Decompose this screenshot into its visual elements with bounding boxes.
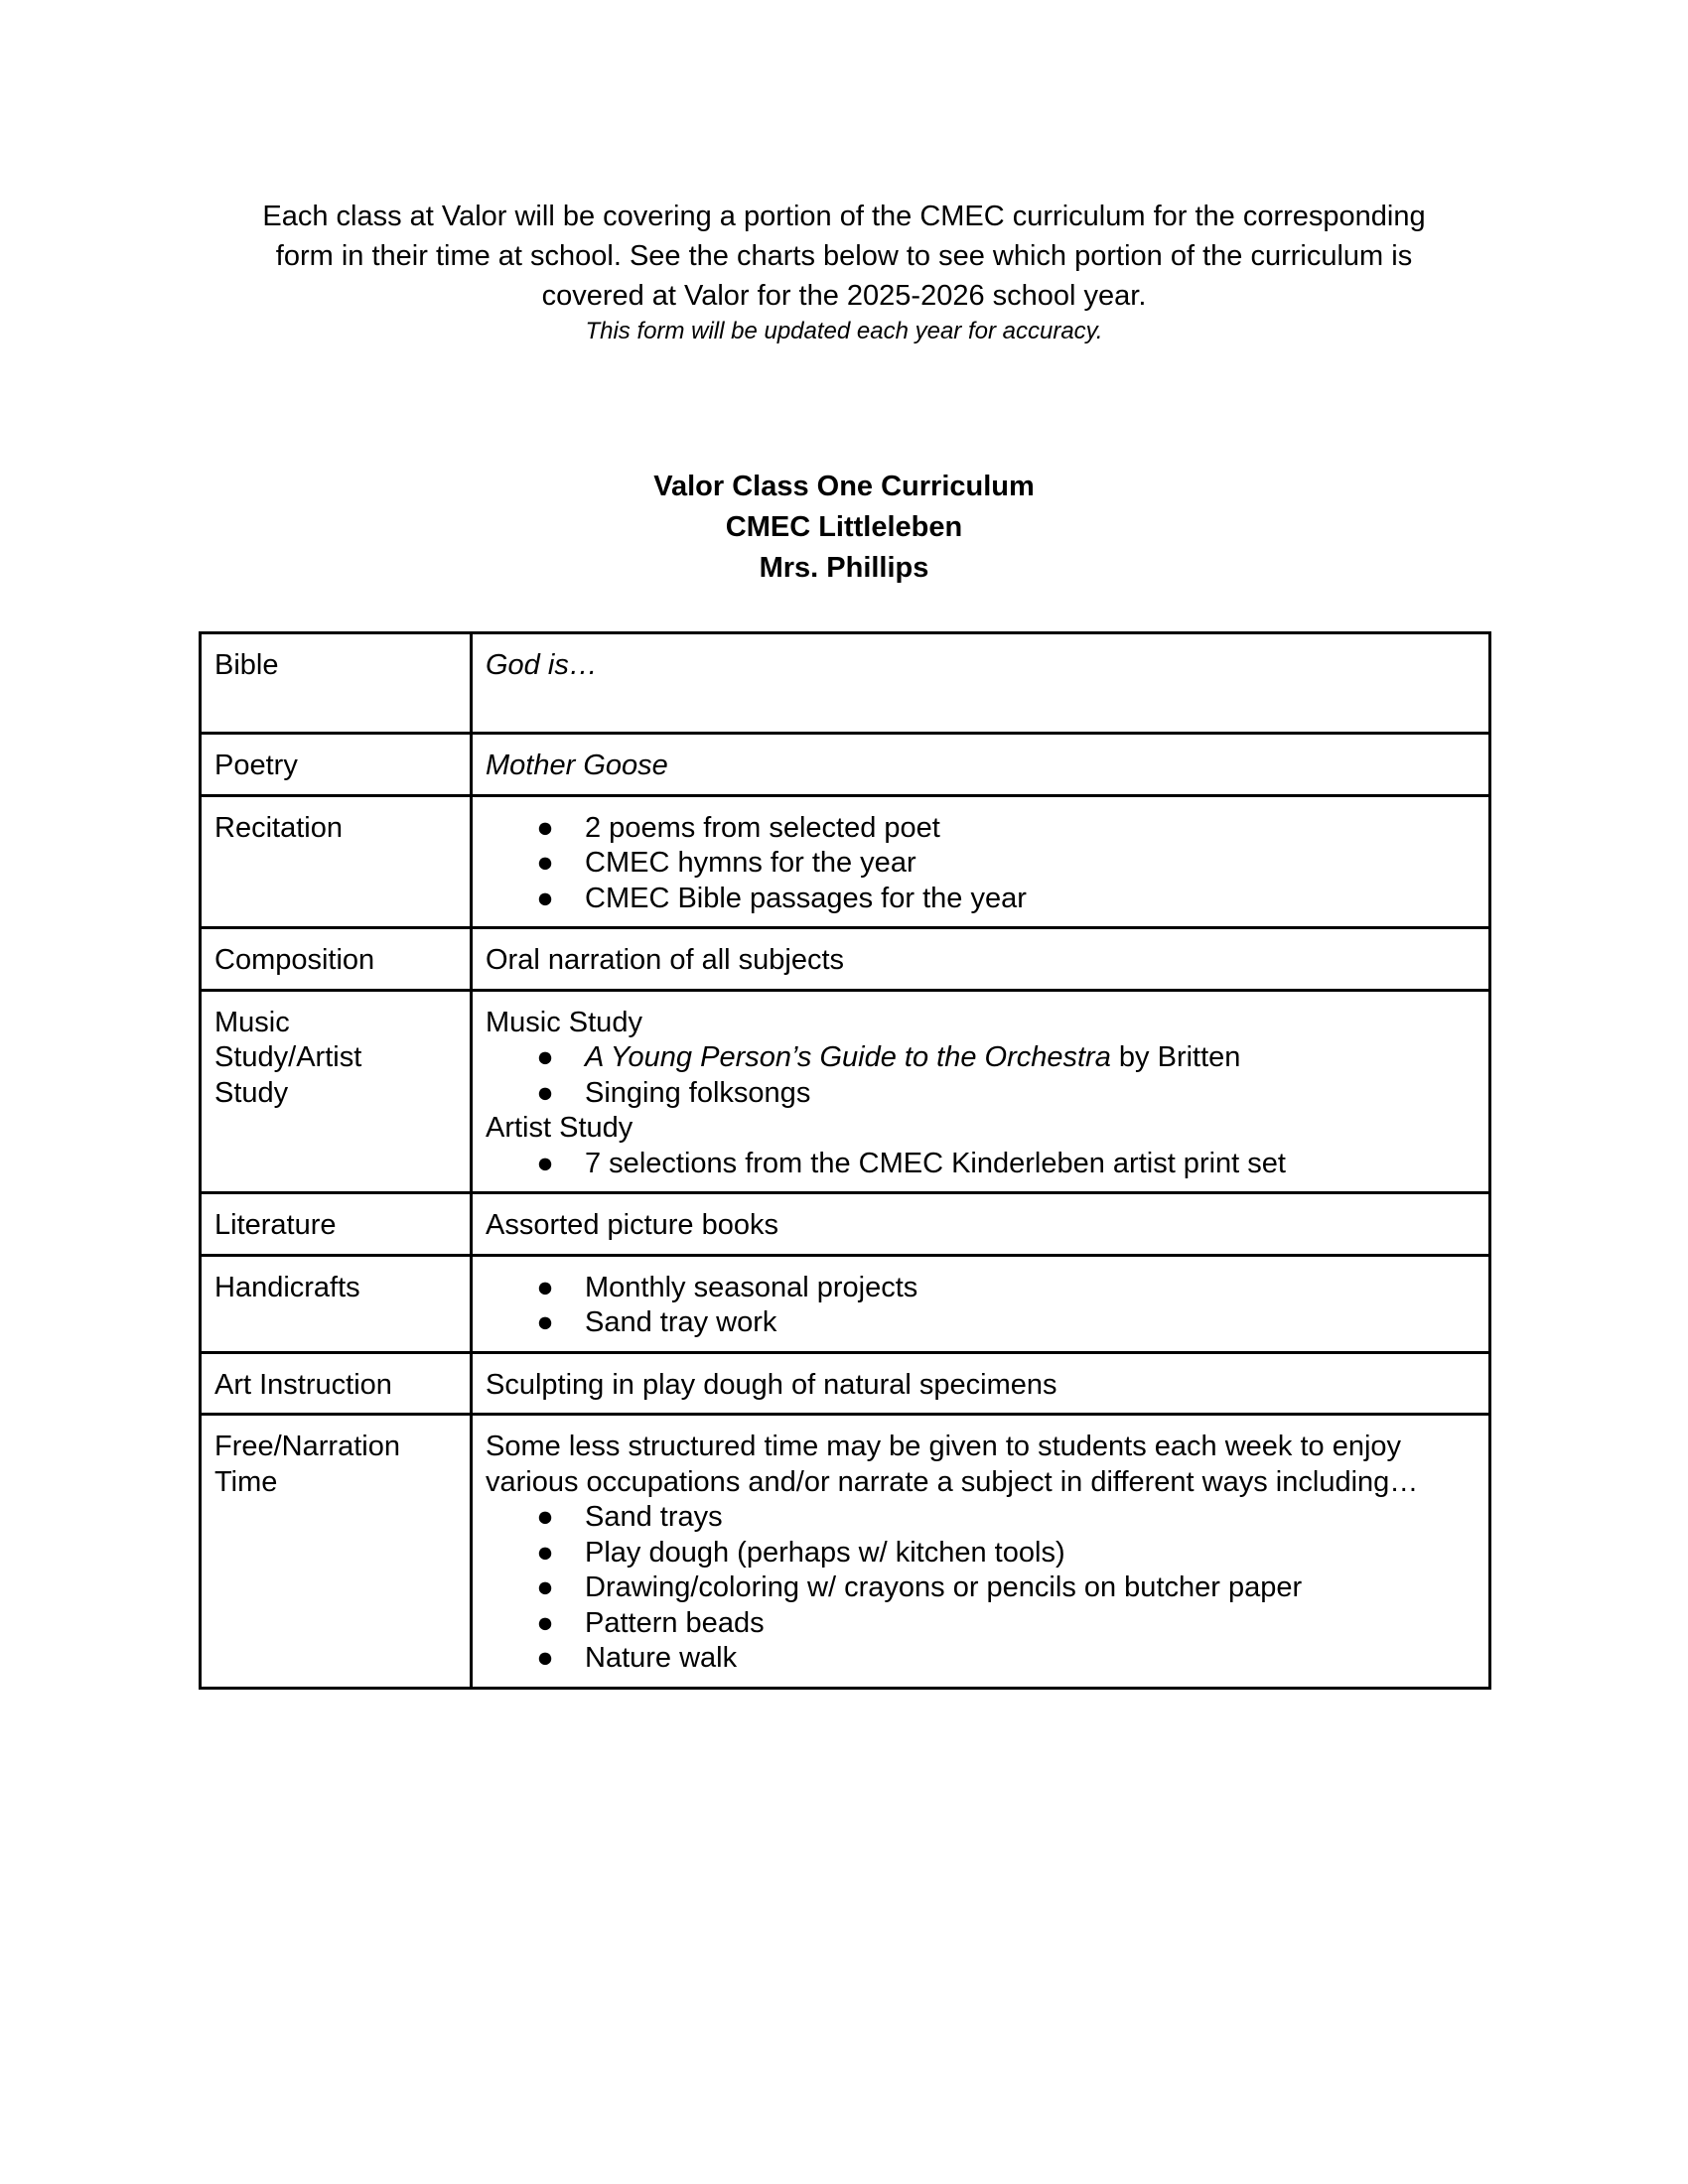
table-row-handicrafts	[201, 1255, 1490, 1352]
content-cell	[472, 1352, 1490, 1415]
literature-text: Assorted picture books	[486, 1209, 778, 1241]
content-cell	[472, 1415, 1490, 1689]
curriculum-table	[199, 631, 1491, 1690]
subject-cell	[201, 633, 472, 734]
bullet-icon: ●	[536, 1571, 554, 1603]
table-row-music-artist	[201, 990, 1490, 1193]
intro-line: form in their time at school. See the charts below to see which portion of the curriculum is	[275, 240, 1413, 272]
composition-text: Oral narration of all subjects	[486, 944, 845, 976]
subject-label: Art Instruction	[214, 1368, 392, 1401]
intro-paragraph	[199, 197, 1489, 347]
free-time-list	[486, 1500, 1477, 1677]
music-study-list	[486, 1040, 1477, 1111]
bullet-icon: ●	[536, 1147, 554, 1179]
bullet-icon: ●	[536, 1271, 554, 1303]
artist-study-label: Artist Study	[486, 1112, 633, 1144]
artist-study-list	[486, 1147, 1477, 1182]
table-row-literature	[201, 1193, 1490, 1256]
curriculum-heading	[199, 467, 1489, 589]
list-item: ● CMEC hymns for the year	[535, 846, 1477, 882]
art-instruction-text: Sculpting in play dough of natural specimens	[486, 1368, 1057, 1401]
intro-note: This form will be updated each year for accuracy.	[585, 318, 1103, 344]
table-row-recitation	[201, 795, 1490, 928]
free-time-text: various occupations and/or narrate a subject in different ways including…	[486, 1465, 1419, 1498]
content-cell	[472, 990, 1490, 1193]
list-item: ● Drawing/coloring w/ crayons or pencils on butcher paper	[535, 1570, 1477, 1606]
bullet-icon: ●	[536, 882, 554, 914]
subject-cell	[201, 734, 472, 796]
list-item: ● Sand trays	[535, 1500, 1477, 1536]
subject-cell	[201, 990, 472, 1193]
list-item: ● CMEC Bible passages for the year	[535, 882, 1477, 917]
list-item: ● 2 poems from selected poet	[535, 811, 1477, 847]
bullet-icon: ●	[536, 1501, 554, 1533]
content-cell	[472, 633, 1490, 734]
subject-cell	[201, 1255, 472, 1352]
content-cell	[472, 734, 1490, 796]
poetry-text: Mother Goose	[486, 750, 668, 781]
bullet-icon: ●	[536, 1536, 554, 1569]
bullet-icon: ●	[536, 1306, 554, 1338]
table-row-free-narration	[201, 1415, 1490, 1689]
subject-label: Poetry	[214, 750, 298, 781]
table-row-composition	[201, 928, 1490, 991]
intro-line: covered at Valor for the 2025-2026 school year.	[541, 280, 1147, 312]
list-item: ● Pattern beads	[535, 1606, 1477, 1642]
bullet-icon: ●	[536, 847, 554, 879]
subject-cell	[201, 795, 472, 928]
content-cell	[472, 928, 1490, 991]
bullet-icon: ●	[536, 1642, 554, 1674]
list-item: ● 7 selections from the CMEC Kinderleben artist print set	[535, 1147, 1477, 1182]
curriculum-subtitle: CMEC Littleleben	[725, 511, 963, 543]
subject-cell	[201, 1352, 472, 1415]
recitation-list	[486, 811, 1477, 917]
table-row-poetry	[201, 734, 1490, 796]
bullet-icon: ●	[536, 1076, 554, 1109]
subject-label: Study	[214, 1076, 289, 1109]
table-row-bible	[201, 633, 1490, 734]
subject-label: Music	[214, 1006, 290, 1038]
list-item: ● Nature walk	[535, 1641, 1477, 1677]
teacher-name: Mrs. Phillips	[759, 552, 929, 584]
intro-line: Each class at Valor will be covering a portion of the CMEC curriculum for the corresponding	[262, 201, 1426, 232]
bullet-icon: ●	[536, 1041, 554, 1073]
content-cell	[472, 795, 1490, 928]
subject-cell	[201, 1193, 472, 1256]
content-cell	[472, 1255, 1490, 1352]
bible-text: God is…	[486, 649, 598, 681]
subject-label: Composition	[214, 944, 375, 976]
subject-label: Literature	[214, 1209, 337, 1241]
list-item: ● Singing folksongs	[535, 1076, 1477, 1112]
subject-label: Bible	[214, 649, 279, 681]
subject-cell	[201, 1415, 472, 1689]
subject-label: Time	[214, 1465, 278, 1498]
subject-cell	[201, 928, 472, 991]
free-time-text: Some less structured time may be given to students each week to enjoy	[486, 1431, 1402, 1462]
subject-label: Recitation	[214, 811, 343, 844]
curriculum-title: Valor Class One Curriculum	[653, 471, 1035, 502]
bullet-icon: ●	[536, 811, 554, 844]
work-title: A Young Person’s Guide to the Orchestra	[585, 1041, 1111, 1073]
handicrafts-list	[486, 1271, 1477, 1341]
subject-label: Free/Narration	[214, 1431, 400, 1462]
subject-label: Study/Artist	[214, 1041, 362, 1073]
list-item: ● A Young Person’s Guide to the Orchestra by Britten	[535, 1040, 1477, 1076]
subject-label: Handicrafts	[214, 1271, 360, 1303]
content-cell	[472, 1193, 1490, 1256]
list-item: ● Sand tray work	[535, 1305, 1477, 1341]
music-study-label: Music Study	[486, 1006, 642, 1038]
list-item: ● Play dough (perhaps w/ kitchen tools)	[535, 1536, 1477, 1571]
bullet-icon: ●	[536, 1606, 554, 1639]
list-item: ● Monthly seasonal projects	[535, 1271, 1477, 1306]
table-row-art-instruction	[201, 1352, 1490, 1415]
